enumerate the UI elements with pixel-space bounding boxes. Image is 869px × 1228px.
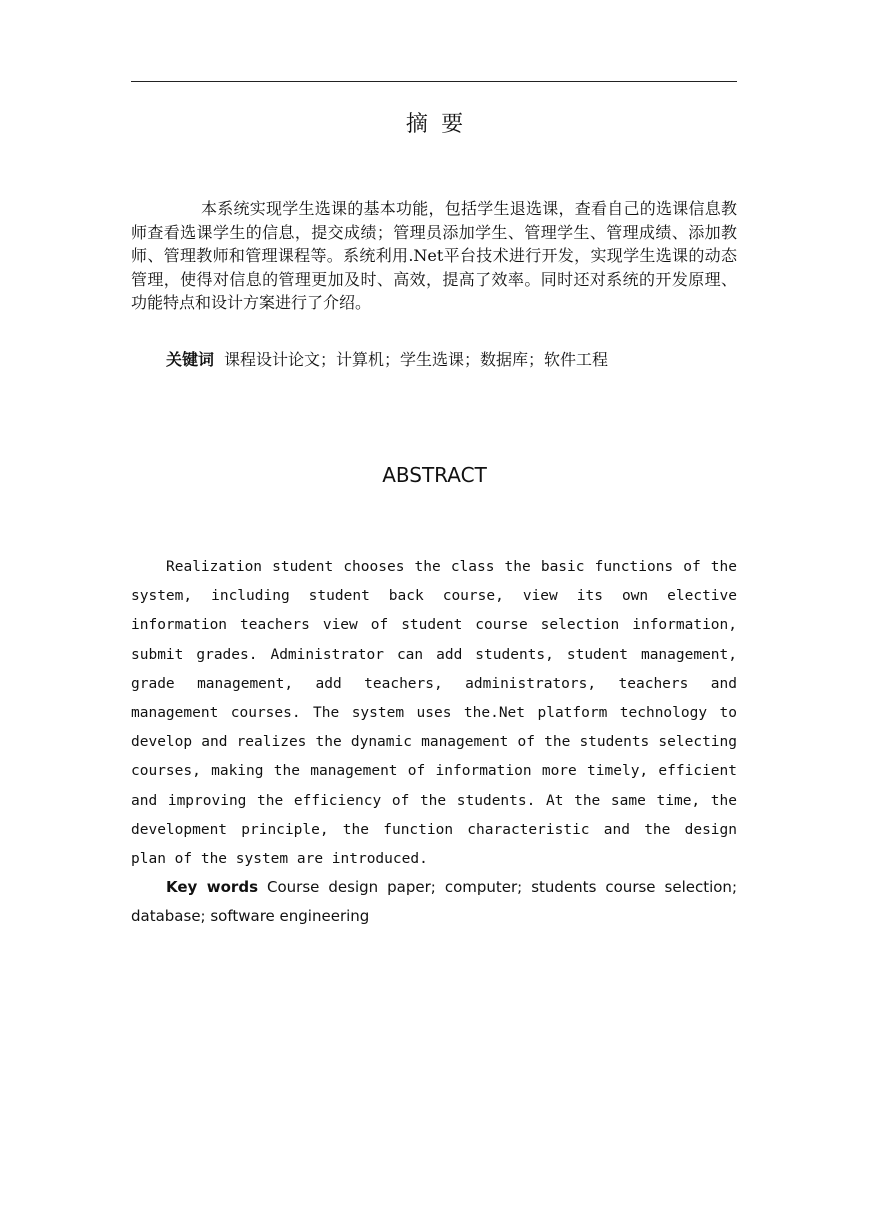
chinese-abstract-title: 摘要	[405, 112, 477, 137]
english-keywords-text: Course design paper; computer; students course selection; database; software engineering	[131, 878, 737, 925]
english-abstract-title: ABSTRACT	[382, 463, 487, 487]
english-keywords-label: Key words	[166, 878, 258, 896]
chinese-keywords-text: 课程设计论文；计算机；学生选课；数据库；软件工程	[224, 350, 609, 369]
chinese-abstract-body: 本系统实现学生选课的基本功能，包括学生退选课，查看自己的选课信息教师查看选课学生的信息，提交成绩；管理员添加学生、管理学生、管理成绩、添加教师、管理教师和管理课程等。系统利用.Net平台技术进行开发，实现学生选课的动态管理，使得对信息的管理更加及时、高效，提高了效率。同时还对系统的开发原理、功能特点和设计方案进行了介绍。	[131, 199, 737, 312]
header-rule	[131, 81, 737, 82]
chinese-keywords-label: 关键词	[166, 350, 215, 369]
chinese-keywords	[166, 348, 737, 372]
english-abstract-body: Realization student chooses the class the basic functions of the system, including student back course, view its own elective information teachers view of student course selection information, submit grades. Administrator can add students, student management, grade management, add teachers, administrators, teachers and management courses. The system uses the.Net platform technology to develop and realizes the dynamic management of the students selecting courses, making the management of information more timely, efficient and improving the efficiency of the students. At the same time, the development principle, the function characteristic and the design plan of the system are introduced.	[131, 559, 737, 868]
english-keywords	[131, 873, 737, 931]
